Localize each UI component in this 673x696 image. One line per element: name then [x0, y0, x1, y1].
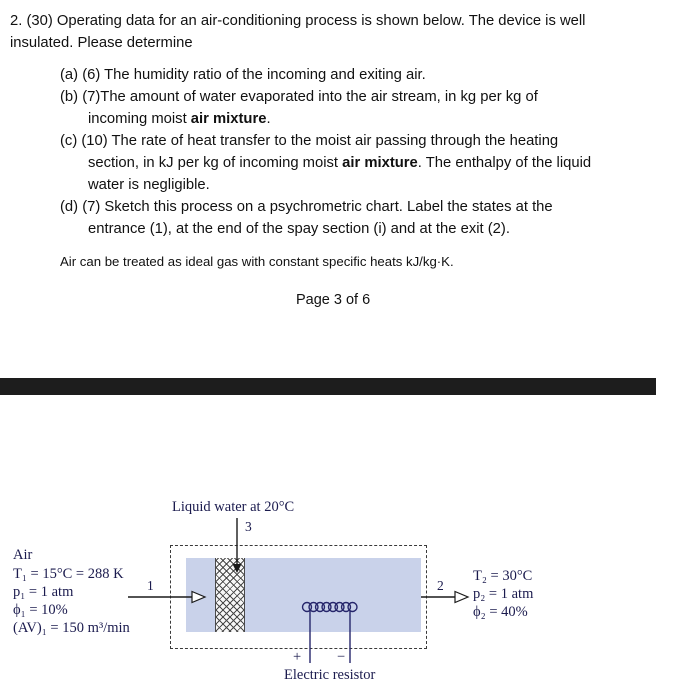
page-separator-bar: [0, 378, 656, 395]
item-b-line2-bold: air mixture: [190, 111, 267, 127]
assumption-note: Air can be treated as ideal gas with constant specific heats kJ/kg·K.: [60, 254, 454, 269]
outlet-temperature: T₂ = 30°C: [473, 568, 533, 584]
outlet-relative-humidity: ϕ₂ = 40%: [473, 604, 528, 620]
inlet-relative-humidity: ϕ₁ = 10%: [13, 602, 68, 618]
inlet-temperature: T₁ = 15°C = 288 K: [13, 566, 124, 582]
item-b-line2-post: .: [266, 111, 271, 127]
stream-3-label: 3: [245, 519, 252, 534]
item-c-line-2: [88, 153, 591, 174]
stream-1-label: 1: [147, 578, 154, 593]
problem-intro-line-1: 2. (30) Operating data for an air-conditioning process is shown below. The device is well: [10, 13, 586, 29]
spray-section-hatch: [215, 558, 245, 632]
resistor-minus-terminal: −: [337, 649, 346, 665]
item-b-line-1: (b) (7)The amount of water evaporated into the air stream, in kg per kg of: [60, 89, 538, 105]
item-d-line-1: (d) (7) Sketch this process on a psychrometric chart. Label the states at the: [60, 199, 553, 215]
item-c-line-3: water is negligible.: [88, 177, 210, 193]
resistor-plus-terminal: +: [293, 649, 302, 665]
item-b-line-2: [88, 109, 271, 130]
item-c-line2-pre: section, in kJ per kg of incoming moist: [88, 155, 343, 171]
item-d-line-2: entrance (1), at the end of the spay section (i) and at the exit (2).: [88, 221, 510, 237]
page-number: Page 3 of 6: [296, 292, 371, 308]
item-c-line-1: (c) (10) The rate of heat transfer to the moist air passing through the heating: [60, 133, 559, 149]
item-a-line-1: (a) (6) The humidity ratio of the incoming and exiting air.: [60, 67, 426, 83]
item-b-line2-pre: incoming moist: [88, 111, 191, 127]
inlet-air-title: Air: [13, 547, 33, 563]
inlet-volumetric-flow: (AV)₁ = 150 m³/min: [13, 620, 130, 636]
liquid-water-label: Liquid water at 20°C: [172, 499, 295, 515]
outlet-arrowhead-icon: [455, 592, 468, 603]
item-c-line2-post: . The enthalpy of the liquid: [417, 155, 592, 171]
problem-intro-line-2: insulated. Please determine: [10, 35, 193, 51]
stream-2-label: 2: [437, 578, 444, 593]
outlet-pressure: p₂ = 1 atm: [473, 586, 534, 602]
electric-resistor-label: Electric resistor: [284, 667, 376, 683]
inlet-pressure: p₁ = 1 atm: [13, 584, 74, 600]
item-c-line2-bold: air mixture: [342, 155, 418, 171]
